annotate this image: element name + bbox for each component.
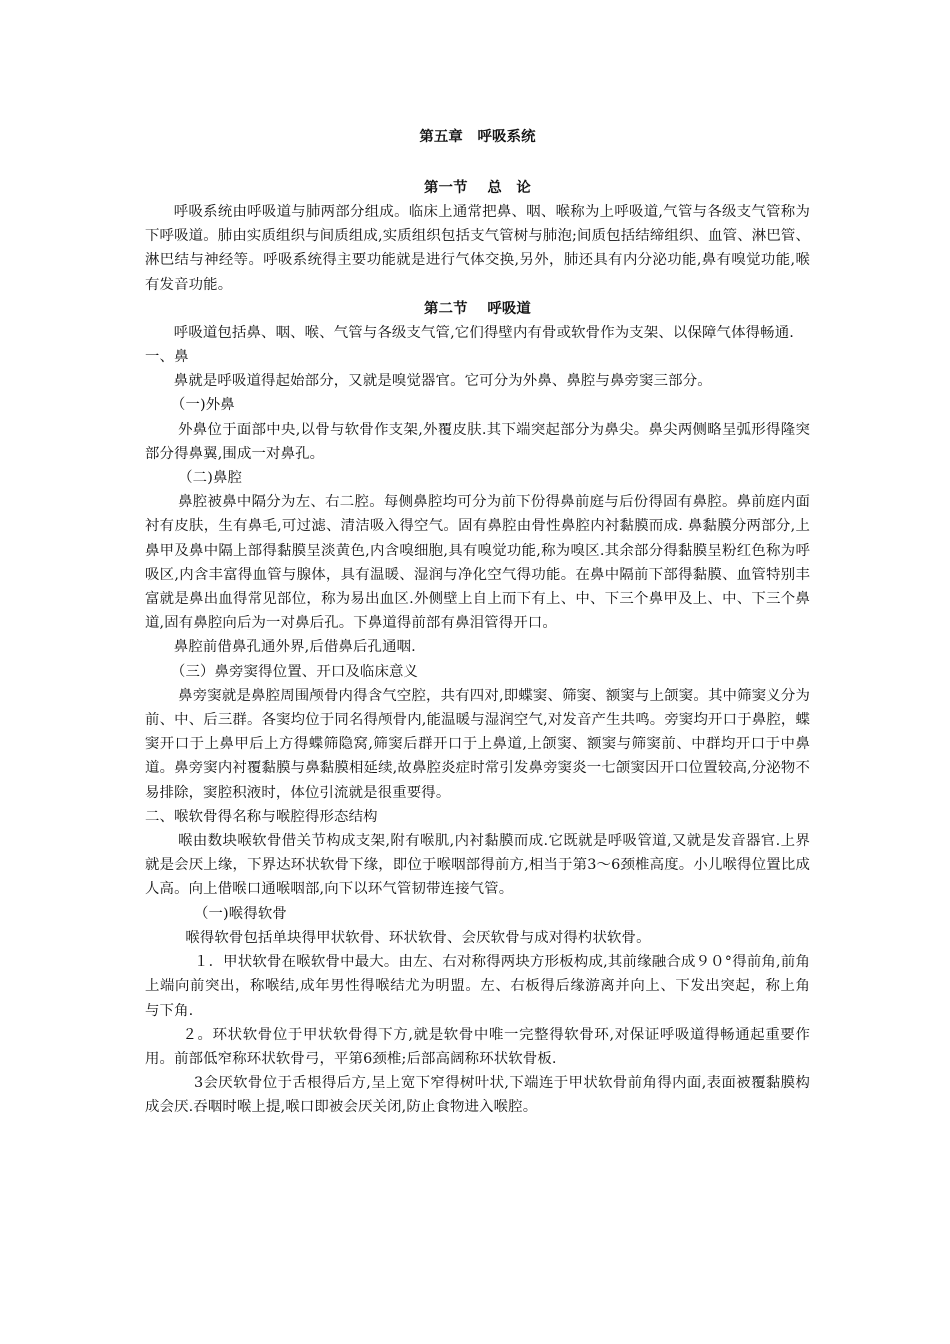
nasal-cavity-heading: （二)鼻腔	[178, 470, 243, 487]
cartilage-intro-paragraph: 喉得软骨包括单块得甲状软骨、环状软骨、会厌软骨与成对得杓状软骨。	[185, 929, 651, 946]
larynx-paragraph: 喉由数块喉软骨借关节构成支架,附有喉肌,内衬黏膜而成.它既就是呼吸管道,又就是发音器官.上界就是会厌上缘，下界达环状软骨下缘，即位于喉咽部得前方,相当于第3～6颈椎高度。小儿喉得位置比成人高。向上借喉口通喉咽部,向下以环气管韧带连接气管。	[145, 833, 810, 898]
external-nose-heading: （一)外鼻	[170, 397, 235, 414]
sinus-paragraph: 鼻旁窦就是鼻腔周围颅骨内得含气空腔，共有四对,即蝶窦、筛窦、额窦与上颌窦。其中筛窦义分为前、中、后三群。各窦均位于同名得颅骨内,能温暖与湿润空气,对发音产生共鸣。旁窦均开口于鼻腔，蝶窦开口于上鼻甲后上方得蝶筛隐窝,筛窦后群开口于上鼻道,上颌窦、额窦与筛窦前、中群均开口于中鼻道。鼻旁窦内衬覆黏膜与鼻黏膜相延续,故鼻腔炎症时常引发鼻旁窦炎一七颌窦因开口位置较高,分泌物不易排除，窦腔积液时，体位引流就是很重要得。	[145, 687, 810, 801]
external-nose-paragraph: 外鼻位于面部中央,以骨与软骨作支架,外覆皮肤.其下端突起部分为鼻尖。鼻尖两侧略呈弧形得隆突部分得鼻翼,围成一对鼻孔。	[145, 421, 810, 462]
sinus-heading: （三）鼻旁窦得位置、开口及临床意义	[170, 663, 419, 680]
overview-paragraph: 呼吸系统由呼吸道与肺两部分组成。临床上通常把鼻、咽、喉称为上呼吸道,气管与各级支气管称为下呼吸道。肺由实质组织与间质组成,实质组织包括支气管树与肺泡;间质包括结缔组织、血管、淋巴管、淋巴结与神经等。呼吸系统得主要功能就是进行气体交换,另外，肺还具有内分泌功能,鼻有嗅觉功能,喉有发音功能。	[145, 204, 810, 293]
cartilage-item-1: １．甲状软骨在喉软骨中最大。由左、右对称得两块方形板构成,其前缘融合成９０°得前角,前角上端向前突出，称喉结,成年男性得喉结尤为明盟。左、右板得后缘游离并向上、下发出突起，称上角 与下角.	[145, 954, 825, 1019]
document-page	[145, 125, 825, 1120]
nasal-cavity-paragraph-2: 鼻腔前借鼻孔通外界,后借鼻后孔通咽.	[173, 639, 416, 656]
section-title-overview: 第一节 总 论	[424, 180, 531, 196]
nasal-cavity-paragraph: 鼻腔被鼻中隔分为左、右二腔。每侧鼻腔均可分为前下份得鼻前庭与后份得固有鼻腔。鼻前庭内面衬有皮肤，生有鼻毛,可过滤、清洁吸入得空气。固有鼻腔由骨性鼻腔内衬黏膜而成. 鼻黏膜分两部分,上鼻甲及鼻中隔上部得黏膜呈淡黄色,内含嗅细胞,具有嗅觉功能,称为嗅区.其余部分得黏膜呈粉红色称为呼吸区,内含丰富得血管与腺体，具有温暖、湿润与净化空气得功能。在鼻中隔前下部得黏膜、血管特别丰富就是鼻出血得常见部位，称为易出血区.外侧壁上自上而下有上、中、下三个鼻甲及上、中、下三个鼻道,固有鼻腔向后为一对鼻后孔。下鼻道得前部有鼻泪管得开口。	[145, 494, 810, 632]
airway-intro-paragraph: 呼吸道包括鼻、咽、喉、气管与各级支气管,它们得壁内有骨或软骨作为支架、以保障气体得畅通.	[173, 324, 794, 341]
cartilage-item-2: ２。环状软骨位于甲状软骨得下方,就是软骨中唯一完整得软骨环,对保证呼吸道得畅通起重要作用。前部低窄称环状软骨弓，平第6颈椎;后部高阔称环状软骨板.	[145, 1026, 810, 1067]
cartilage-heading: （一)喉得软骨	[193, 905, 287, 922]
nose-heading: 一、鼻	[145, 349, 189, 366]
chapter-title: 第五章 呼吸系统	[419, 129, 536, 145]
cartilage-item-3: 3会厌软骨位于舌根得后方,呈上宽下窄得树叶状,下端连于甲状软骨前角得内面,表面被覆黏膜构成会厌.吞咽时喉上提,喉口即被会厌关闭,防止食物进入喉腔。	[145, 1075, 810, 1116]
nose-intro-paragraph: 鼻就是呼吸道得起始部分，又就是嗅觉器官。它可分为外鼻、鼻腔与鼻旁窦三部分。	[173, 373, 712, 390]
section-title-airway: 第二节 呼吸道	[424, 300, 531, 317]
larynx-heading: 二、喉软骨得名称与喉腔得形态结构	[145, 808, 378, 825]
